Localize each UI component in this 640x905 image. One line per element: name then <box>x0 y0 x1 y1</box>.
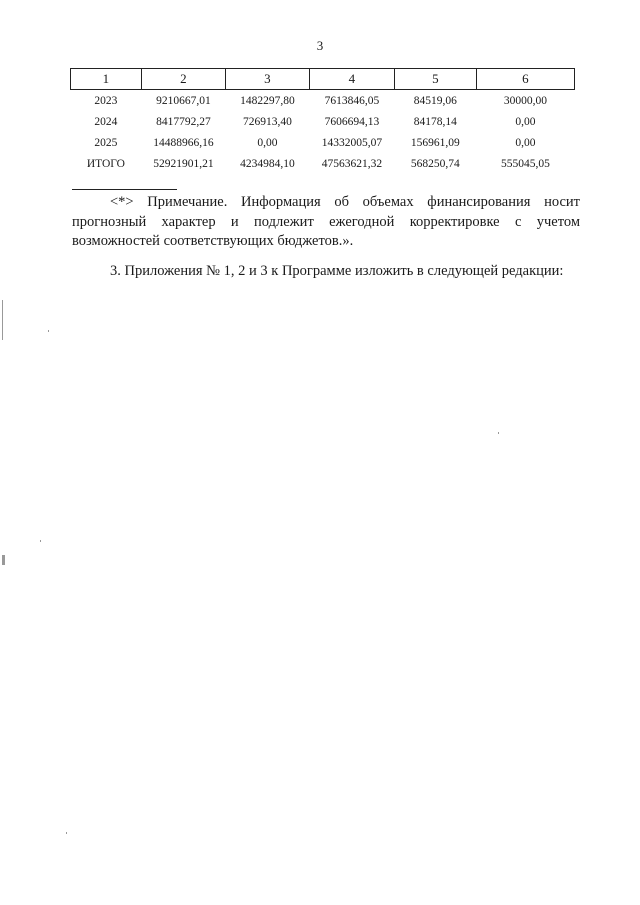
table-cell: 47563621,32 <box>321 157 383 170</box>
column-header: 6 <box>476 69 574 90</box>
table-cell: 52921901,21 <box>153 157 214 170</box>
table-row <box>71 90 575 112</box>
table-row <box>71 111 575 132</box>
table-cell: 0,00 <box>515 115 536 128</box>
table-cell: 84519,06 <box>413 94 457 107</box>
table-cell: 30000,00 <box>503 94 547 107</box>
table-cell: 0,00 <box>257 136 278 149</box>
table-cell: 2024 <box>94 115 118 128</box>
scan-speck <box>48 330 49 332</box>
column-header: 4 <box>309 69 394 90</box>
scan-speck <box>66 832 67 834</box>
footnote-divider <box>72 189 177 190</box>
table-cell: 4234984,10 <box>240 157 295 170</box>
column-header: 1 <box>71 69 142 90</box>
scan-speck <box>498 432 499 434</box>
table-cell: 8417792,27 <box>156 115 211 128</box>
footnote-note: <*> Примечание. Информация об объемах финансирования носит прогнозный характер и подлежит ежегодной корректировке с учетом возможностей соответствующих бюджетов.». <box>72 194 580 249</box>
table-cell: 156961,09 <box>410 136 460 149</box>
table-header-row <box>71 69 575 90</box>
scan-speck <box>2 300 3 340</box>
column-header: 2 <box>141 69 225 90</box>
paragraph-3: 3. Приложения № 1, 2 и 3 к Программе изложить в следующей редакции: <box>110 263 564 279</box>
column-header: 3 <box>225 69 309 90</box>
financing-table <box>70 68 575 174</box>
table-row-total <box>71 153 575 174</box>
scan-speck <box>2 555 5 565</box>
table-cell: 7606694,13 <box>324 115 380 128</box>
table-cell: 726913,40 <box>242 115 292 128</box>
table-cell: 2023 <box>94 94 118 107</box>
table-cell: 0,00 <box>515 136 536 149</box>
page-number: 3 <box>316 38 324 53</box>
table-cell: 7613846,05 <box>324 94 380 107</box>
table-cell: 9210667,01 <box>156 94 211 107</box>
table-cell: 1482297,80 <box>240 94 295 107</box>
column-header: 5 <box>394 69 476 90</box>
table-cell: 14332005,07 <box>321 136 383 149</box>
table-cell: 2025 <box>94 136 118 149</box>
table-row <box>71 132 575 153</box>
table-cell: ИТОГО <box>86 157 125 170</box>
table-cell: 84178,14 <box>413 115 457 128</box>
scan-speck <box>40 540 41 542</box>
table-cell: 568250,74 <box>410 157 460 170</box>
table-cell: 14488966,16 <box>153 136 214 149</box>
table-cell: 555045,05 <box>500 157 550 170</box>
